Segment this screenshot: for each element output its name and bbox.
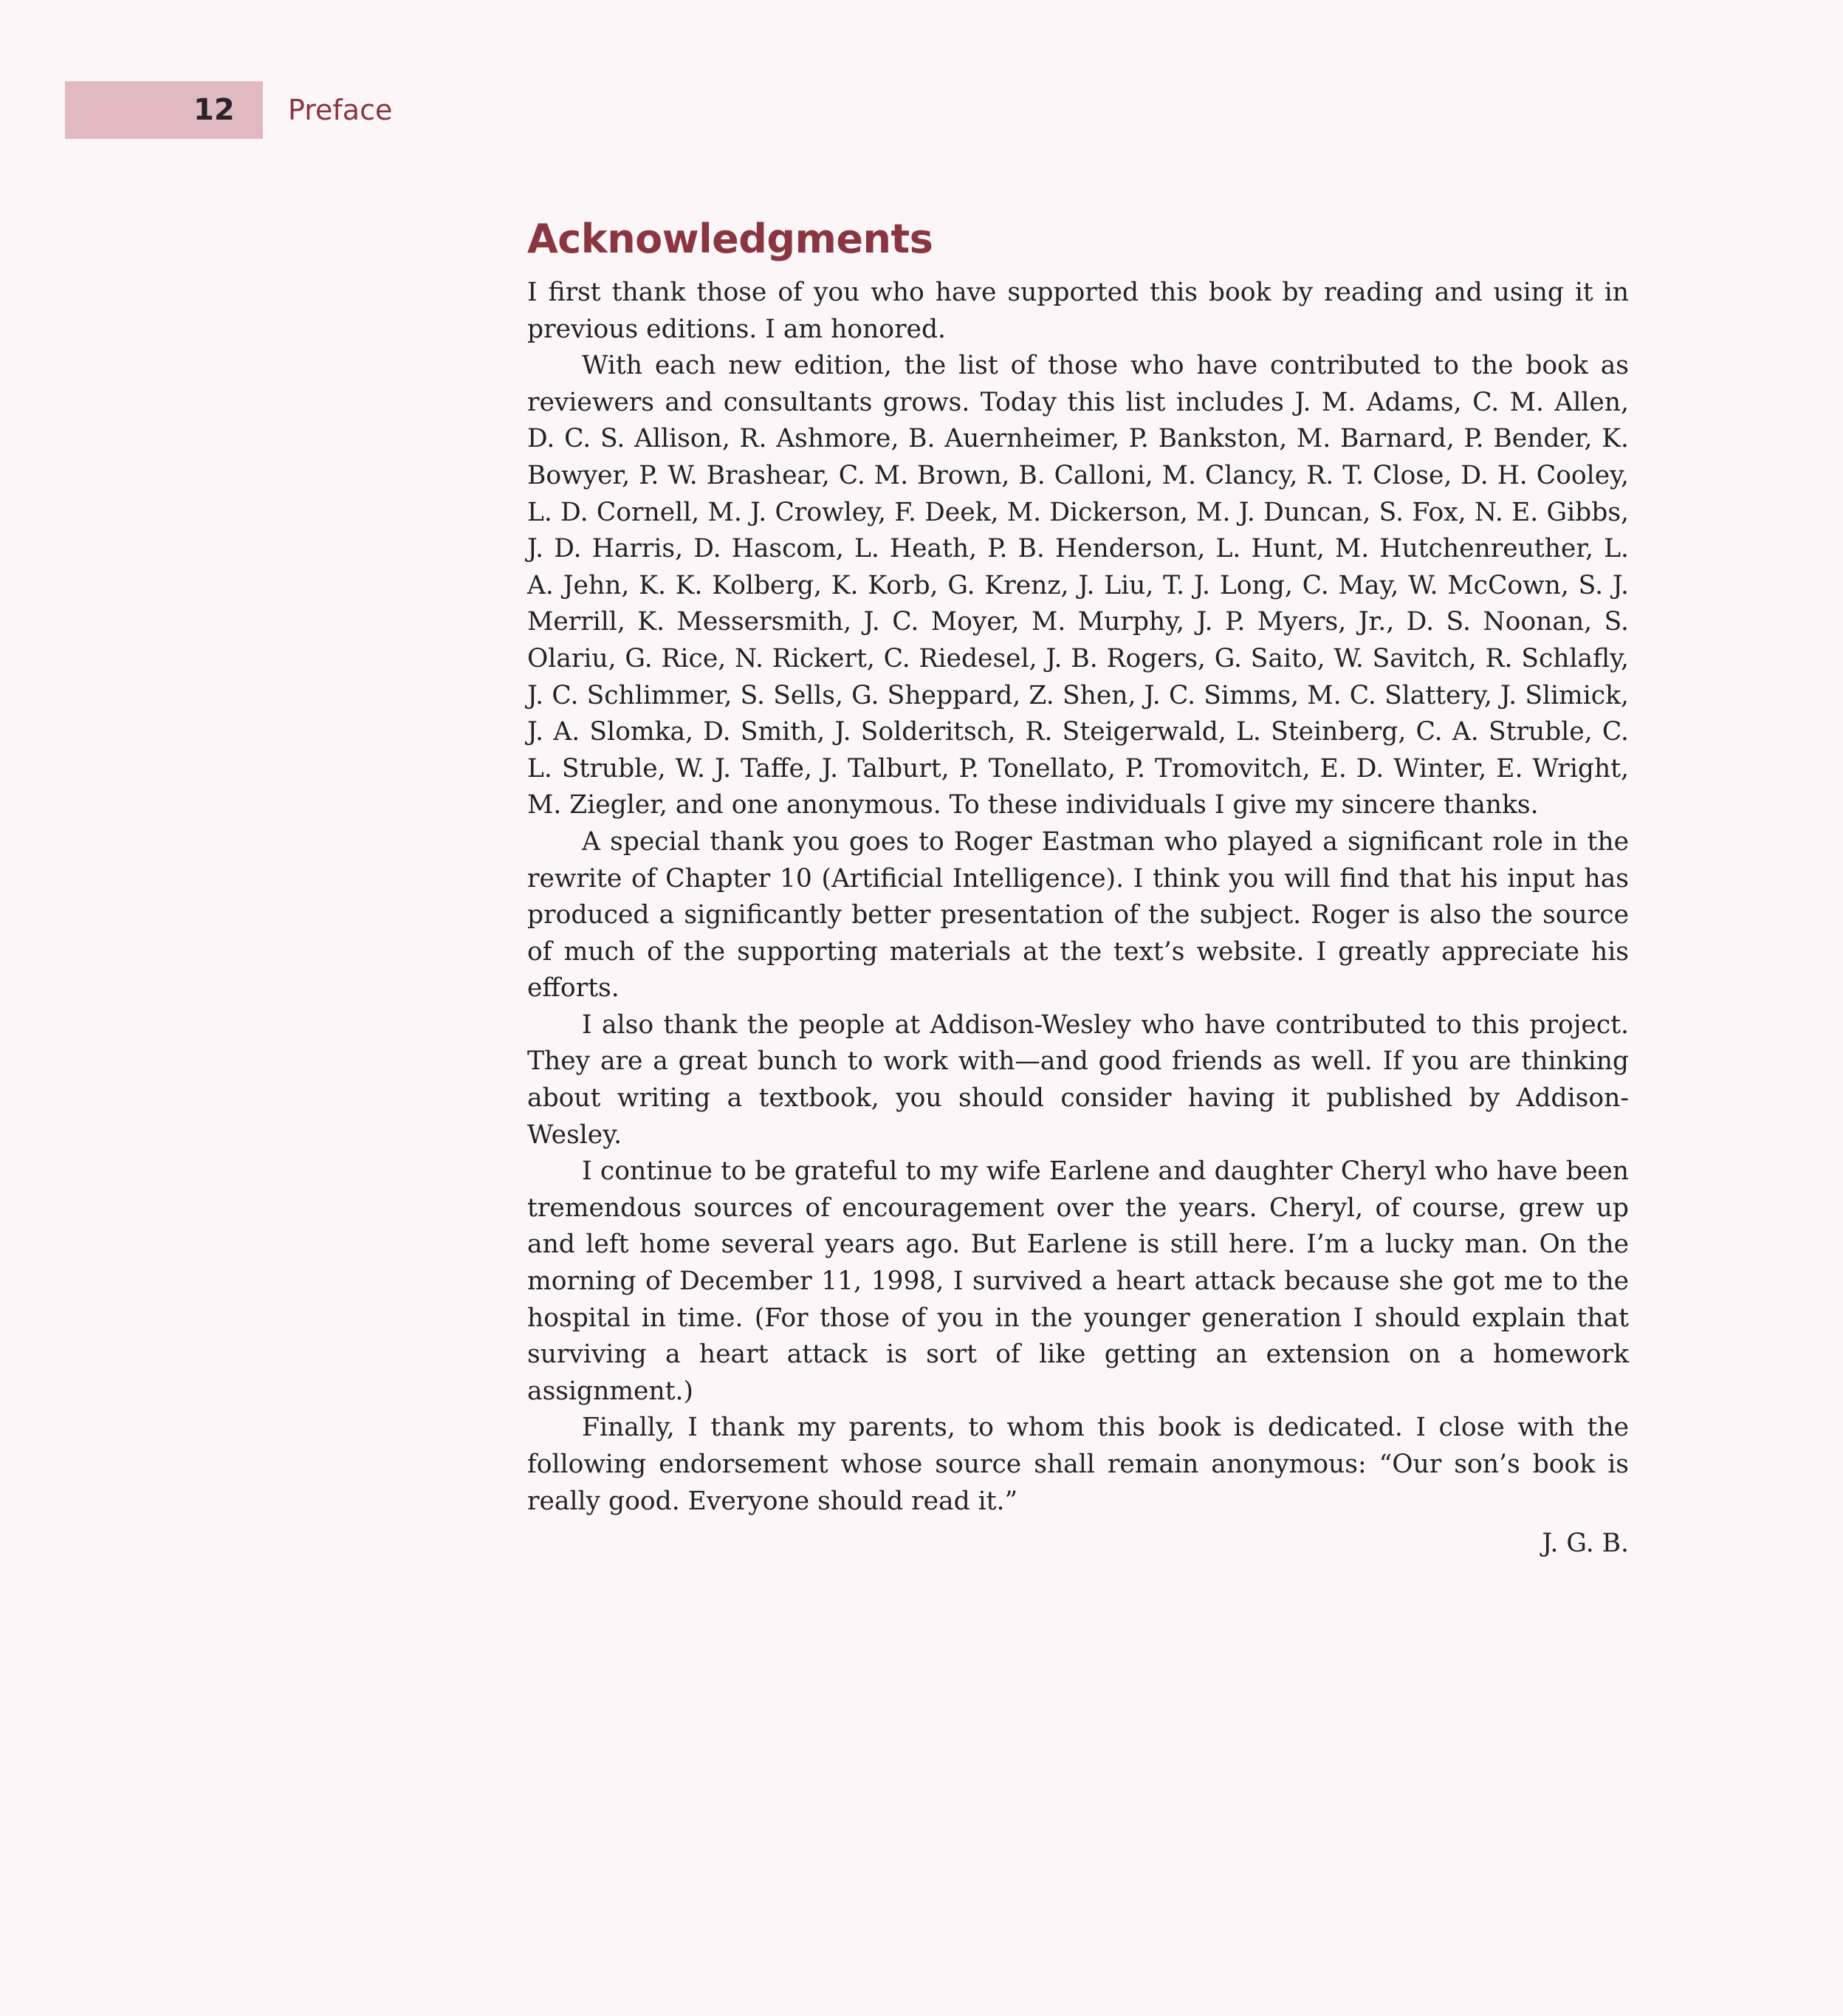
- paragraph-1: I first thank those of you who have supported this book by reading and using it in previous editions. I am honored.: [527, 278, 1629, 344]
- paragraph-3: A special thank you goes to Roger Eastman who played a significant role in the rewrite of Chapter 10 (Artificial Intelligence). I think you will find that his input has produced a significantly better presentation of the subject. Roger is also the source of much of the supporting materials at the text’s website. I greatly appreciate his efforts.: [527, 826, 1629, 1004]
- paragraph-4: I also thank the people at Addison-Wesley who have contributed to this project. They are a great bunch to work with—and good friends as well. If you are thinking about writing a textbook, you should consider having it published by Addison-Wesley.: [527, 1009, 1629, 1150]
- acknowledgments-section: [527, 210, 1629, 1563]
- signature: J. G. B.: [1542, 1529, 1629, 1559]
- paragraph-5: I continue to be grateful to my wife Earlene and daughter Cheryl who have been tremendous sources of encouragement over the years. Cheryl, of course, grew up and left home several years ago. But Earlene is still here. I’m a lucky man. On the morning of December 11, 1998, I survived a heart attack because she got me to the hospital in time. (For those of you in the younger generation I should explain that surviving a heart attack is sort of like getting an extension on a homework assignment.): [527, 1156, 1629, 1406]
- section-title: Acknowledgments: [527, 216, 933, 262]
- running-head: Preface: [288, 94, 393, 126]
- paragraph-6: Finally, I thank my parents, to whom this book is dedicated. I close with the following endorsement whose source shall remain anonymous: “Our son’s book is really good. Everyone should read it.”: [527, 1413, 1629, 1516]
- page-number: 12: [193, 93, 235, 127]
- paragraph-2: With each new edition, the list of those who have contributed to the book as reviewers and consultants grows. Today this list includes J. M. Adams, C. M. Allen, D. C. S. Allison, R. Ashmore, B. Auernheimer, P. Bankston, M. Barnard, P. Bender, K. Bowyer, P. W. Brashear, C. M. Brown, B. Calloni, M. Clancy, R. T. Close, D. H. Cooley, L. D. Cornell, M. J. Crowley, F. Deek, M. Dickerson, M. J. Duncan, S. Fox, N. E. Gibbs, J. D. Harris, D. Hascom, L. Heath, P. B. Henderson, L. Hunt, M. Hutchenreuther, L. A. Jehn, K. K. Kolberg, K. Korb, G. Krenz, J. Liu, T. J. Long, C. May, W. McCown, S. J. Merrill, K. Messersmith, J. C. Moyer, M. Murphy, J. P. Myers, Jr., D. S. Noonan, S. Olariu, G. Rice, N. Rickert, C. Riedesel, J. B. Rogers, G. Saito, W. Savitch, R. Schlafly, J. C. Schlimmer, S. Sells, G. Sheppard, Z. Shen, J. C. Simms, M. C. Slattery, J. Slimick, J. A. Slomka, D. Smith, J. Solderitsch, R. Steigerwald, L. Steinberg, C. A. Struble, C. L. Struble, W. J. Taffe, J. Talburt, P. Tonellato, P. Tromovitch, E. D. Winter, E. Wright, M. Ziegler, and one anonymous. To these individuals I give my sincere thanks.: [527, 351, 1629, 820]
